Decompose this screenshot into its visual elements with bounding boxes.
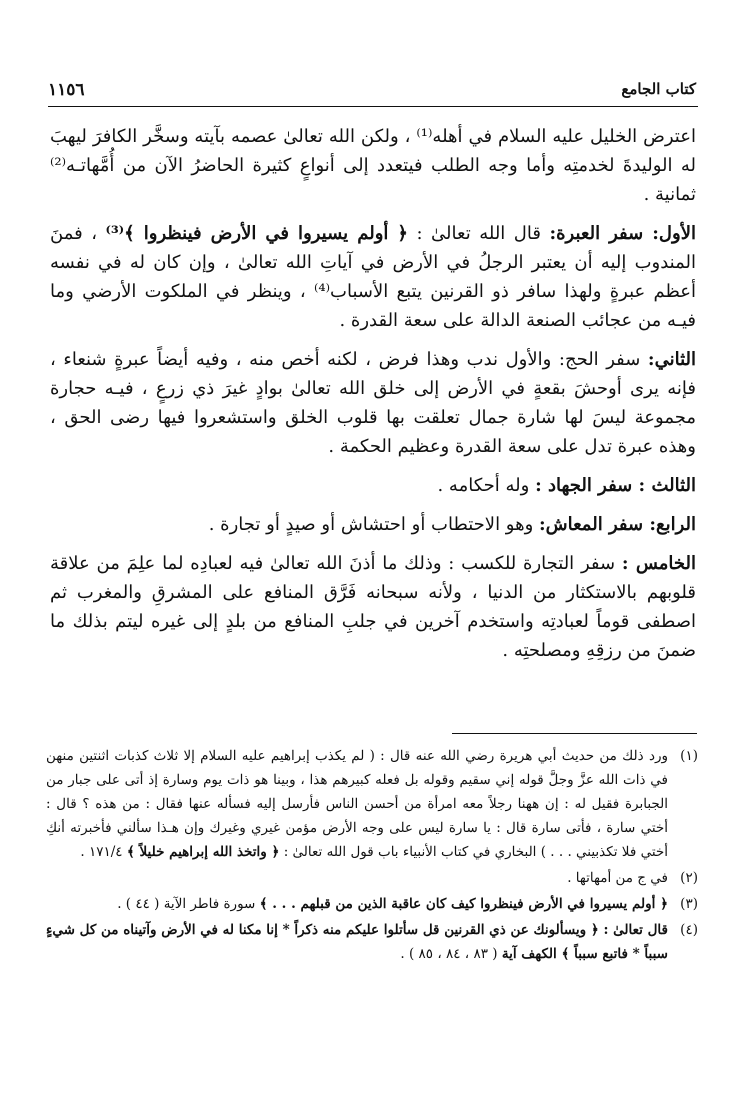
paragraph-text: سفر الحج: والأول ندب وهذا فرض ، لكنه أخص منه ، وفيه أيضاً عبرةٍ شنعاء ، فإنه يرى أوحشَ بقعةٍ في الأرض إلى خلق الله تعالىٰ بوادٍ غيرَ ذي زرعٍ ، فيـه حجارة مجموعة ليسَ لها شارة جمال تعلقت بها قلوب الخلق واستشعروا فيها رضى الحق ، وهذه عبرة تدل على سعة القدرة وعظيم الحكمة .: [50, 349, 696, 457]
footnote-body: ورد ذلك من حديث أبي هريرة رضي الله عنه قال : ( لم يكذب إبراهيم عليه السلام إلا ثلاث كذبات اثنتين منهن في ذات الله عزَّ وجلَّ قوله إني سقيم وقوله بل فعله كبيرهم هذا ، وبينا هو ذات يوم وسارة إذ أتى على جبار من الجبابرة فقيل له : إن ههنا رجلاً معه امرأة من أحسن الناس فأرسل إليه فسأله عنها فقال : من هذه ؟ قال : أختي سارة ، فأتى سارة قال : يا سارة ليس على وجه الأرض مؤمن غيري وغيرك وإن هـذا سألني فأخبرته أنكِ أختي فلا تكذبيني . . . ) البخاري في كتاب الأنبياء باب قول الله تعالىٰ :: [46, 748, 668, 860]
paragraph-text: وهو الاحتطاب أو احتشاش أو صيدٍ أو تجارة .: [208, 514, 534, 535]
paragraph-text: سفر التجارة للكسب : وذلك ما أذنَ الله تعالىٰ فيه لعبادِه لما علِمَ من علاقة قلوبهم بالاستكثار من الدنيا ، ولأنه سبحانه فَرَّق المنافع على المشرقِ والمغرب ثم اصطفى قوماً لعبادتِه واستخدم آخرين في جلبِ المنافع من بلدٍ إلى غيره ليتم بذلك ما ضمنَ من رزقِهِ ومصلحتِه .: [50, 553, 696, 661]
paragraph-fifth: [50, 549, 696, 665]
section-heading: الخامس :: [621, 553, 696, 574]
paragraph-text: وله أحكامه .: [437, 475, 530, 496]
paragraph-text: اعترض الخليل عليه السلام في أهله⁽¹⁾ ، ولكن الله تعالىٰ عصمه بآيته وسخَّر الكافرَ ليهبَ له الوليدةَ لخدمتِه وأما وجه الطلب فيتعدد إلى أنواعٍ كثيرة الحاضرُ الآن من أُمَّهاتـه⁽²⁾ ثمانية .: [50, 126, 696, 205]
section-heading: الثالث : سفر الجهاد :: [535, 475, 696, 496]
running-title: كتاب الجامع: [621, 80, 696, 98]
footnote-item: [46, 744, 698, 864]
footnote-item: [46, 866, 698, 890]
footnote-number: (٣): [680, 896, 698, 912]
footnote-reference: سورة فاطر الآية ( ٤٤ ) .: [117, 896, 256, 912]
footnote-number: (٢): [680, 870, 698, 886]
footnote-quote: ﴿ واتخذ الله إبراهيم خليلاً ﴾: [126, 844, 280, 860]
footnote-text: [46, 892, 668, 916]
paragraph-third: [50, 471, 696, 500]
footnote-item: [46, 918, 698, 966]
page-number: ١١٥٦: [48, 80, 85, 100]
footnote-text: [46, 918, 668, 966]
footnote-body: في ج من أمهاتها .: [567, 870, 668, 886]
footnote-text: [46, 866, 668, 890]
footnote-quote: قال تعالىٰ : ﴿ ويسألونك عن ذي القرنين قل سأتلوا عليكم منه ذكراً * إنا مكنا له في الأرض وآتيناه من كل شيءٍ سبباً * فاتبع سبباً ﴾ الكهف آية: [46, 922, 668, 962]
paragraph-first: [50, 219, 696, 335]
quran-quote: ﴿ أولم يسيروا في الأرض فينظروا ﴾⁽³⁾: [105, 223, 408, 244]
footnote-reference: ١٧١/٤ .: [80, 844, 123, 860]
footnotes: [46, 744, 698, 968]
footnote-number: (١): [680, 748, 698, 764]
paragraph-text: ، فمنَ المندوب إليه أن يعتبر الرجلُ في الأرض في آياتِ الله تعالىٰ ، وإن كان له في نفسه أعظم عبرةٍ ولهذا سافر ذو القرنين يتبع الأسباب⁽⁴⁾ ، وينظر في الملكوت الأرضي وما فيـه من عجائب الصنعة الدالة على سعة القدرة .: [50, 223, 696, 331]
main-text: [50, 122, 696, 675]
footnote-quote: ﴿ أولم يسيروا في الأرض فينظروا كيف كان عاقبة الذين من قبلهم . . . ﴾: [259, 896, 668, 912]
footnote-text: [46, 744, 668, 864]
running-header: [48, 80, 696, 106]
section-heading: الأول: سفر العبرة:: [549, 223, 696, 244]
paragraph-text: قال الله تعالىٰ :: [416, 223, 541, 244]
paragraph-second: [50, 345, 696, 461]
header-rule: [48, 106, 698, 107]
footnote-item: [46, 892, 698, 916]
section-heading: الرابع: سفر المعاش:: [539, 514, 696, 535]
paragraph-fourth: [50, 510, 696, 539]
footnote-reference: ( ٨٣ ، ٨٤ ، ٨٥ ) .: [400, 946, 498, 962]
footnote-number: (٤): [680, 922, 698, 938]
paragraph-intro: [50, 122, 696, 209]
section-heading: الثاني:: [647, 349, 696, 370]
footnote-separator: [452, 733, 697, 734]
